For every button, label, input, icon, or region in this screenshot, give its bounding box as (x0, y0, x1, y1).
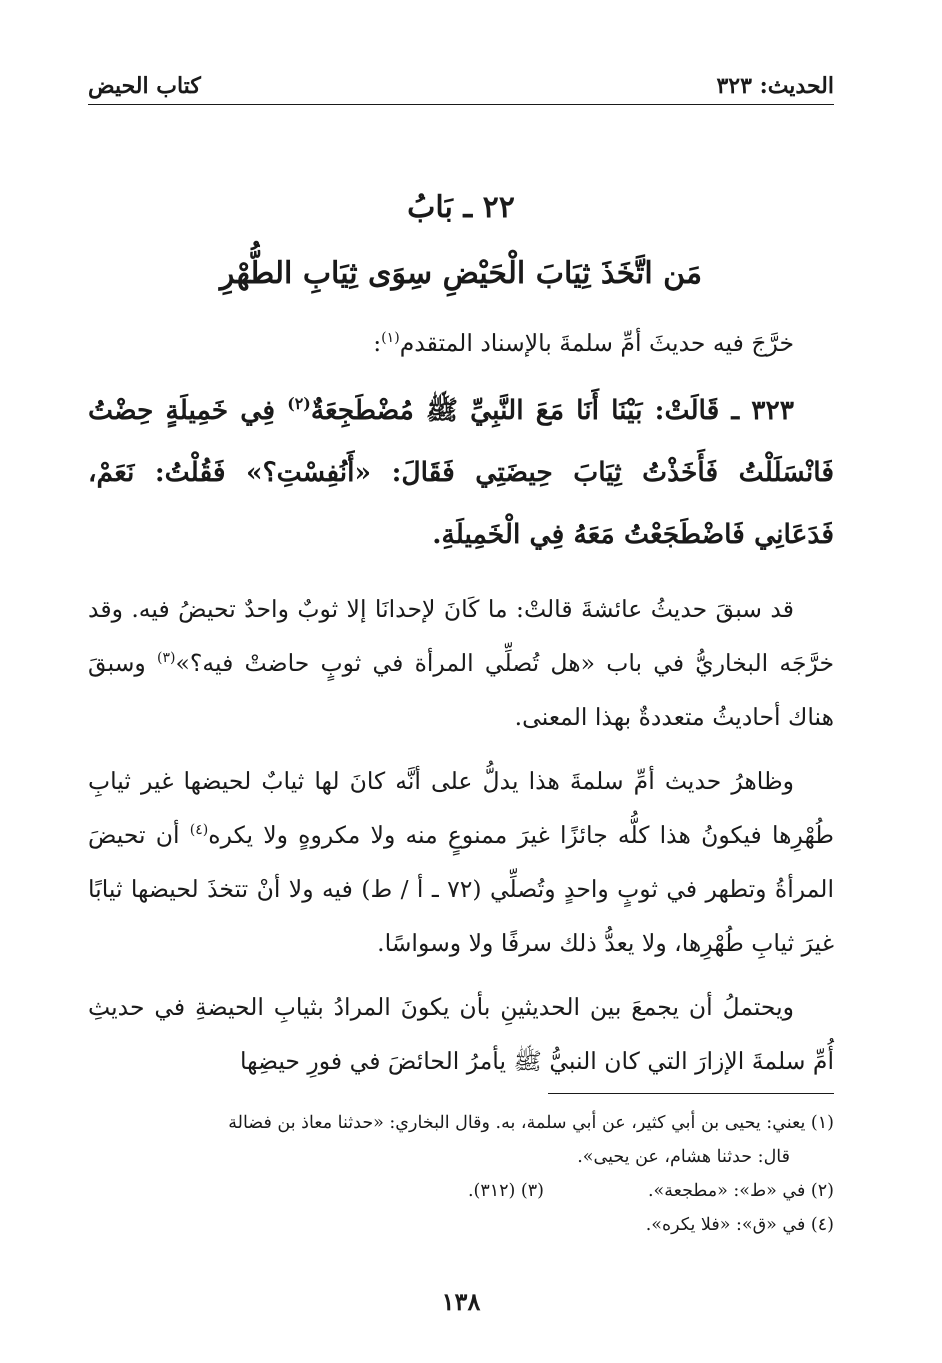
footnotes (88, 1106, 834, 1242)
footnote-4: (٤) في «ق»: «فلا يكره». (645, 1215, 834, 1235)
paragraph-2-part-1: وظاهرُ حديث أمِّ سلمةَ هذا يدلُّ على أنَّه كانَ لها ثيابٌ لحيضها غير ثيابِ طُهْرِها فيكونُ هذا كلُّه جائزًا غيرَ ممنوعٍ منه ولا مكروهٍ ولا يكره (88, 767, 834, 849)
book-page (88, 0, 834, 1363)
paragraph-2-part-2: أن تحيضَ المرأةُ وتطهر في ثوبٍ واحدٍ وتُصلِّي (٧٢ ـ أ / ط) فيه ولا أنْ تتخذَ لحيضها ثيابًا غيرَ ثيابِ طُهْرِها، ولا يعدُّ ذلك سرفًا ولا وسواسًا. (88, 821, 834, 957)
intro-text: خرَّجَ فيه حديثَ أمِّ سلمةَ بالإسناد المتقدم (399, 329, 794, 357)
intro-paragraph (88, 316, 834, 370)
commentary-paragraph-2 (88, 754, 834, 970)
main-text (88, 316, 834, 1098)
hadith-text (88, 380, 834, 566)
commentary-paragraph-1 (88, 582, 834, 744)
footnote-2: (٢) في «ط»: «مطجعة». (647, 1181, 834, 1201)
footnote-ref-1[interactable]: (١) (381, 330, 400, 347)
chapter-number: ٢٢ ـ بَابُ (407, 190, 515, 225)
header-divider (88, 104, 834, 105)
running-header (88, 64, 834, 100)
header-hadith-number: الحديث: ٣٢٣ (716, 73, 834, 99)
commentary-paragraph-3: ويحتملُ أن يجمعَ بين الحديثينِ بأن يكونَ المرادُ بثيابِ الحيضةِ في حديثِ أُمِّ سلمةَ الإزارَ التي كان النبيُّ ﷺ يأمرُ الحائضَ في فورِ حيضِها (88, 993, 834, 1075)
footnote-row-2-3 (88, 1174, 834, 1208)
paragraph-1-part-1: قد سبقَ حديثُ عائشةَ قالتْ: ما كَانَ لإحدانَا إلا ثوبٌ واحدٌ تحيضُ فيه. وقد خرَّجَه البخاريُّ في باب «هل تُصلِّي المرأة في ثوبٍ حاضتْ فيه؟» (88, 595, 835, 677)
header-book-title: كتاب الحيض (88, 73, 201, 99)
hadith-part-2: فِي خَمِيلَةٍ حِضْتُ فَانْسَلَلْتُ فَأَخَذْتُ ثِيَابَ حِيضَتِي فَقَالَ: «أَنُفِسْتِ؟» فَقُلْتُ: نَعَمْ، فَدَعَانِي فَاضْطَجَعْتُ مَعَهُ فِي الْخَمِيلَةِ. (88, 395, 834, 550)
page-number: ١٣٨ (441, 1287, 481, 1316)
footnote-ref-2[interactable]: (٢) (287, 394, 311, 414)
paragraph-1-part-2: وسبقَ هناك أحاديثُ متعددةٌ بهذا المعنى. (88, 649, 834, 731)
footnote-3: (٣) (٣١٢). (467, 1181, 544, 1201)
footnote-ref-4[interactable]: (٤) (189, 822, 209, 839)
intro-tail: : (373, 329, 382, 357)
hadith-part-1: ٣٢٣ ـ قَالَتْ: بَيْنَا أَنَا مَعَ النَّبِيِّ ﷺ مُضْطَجِعَةٌ (310, 395, 794, 426)
footnote-1-line-1: (١) يعني: يحيى بن أبي كثير، عن أبي سلمة، به. وقال البخاري: «حدثنا معاذ بن فضالة (228, 1113, 834, 1133)
footnote-ref-3[interactable]: (٣) (156, 650, 176, 667)
footnote-divider (548, 1093, 834, 1094)
footnote-1-line-2: قال: حدثنا هشام، عن يحيى». (577, 1147, 790, 1167)
chapter-title: مَن اتَّخَذَ ثِيَابَ الْحَيْضِ سِوَى ثِيَابِ الطُّهْرِ (219, 256, 703, 291)
